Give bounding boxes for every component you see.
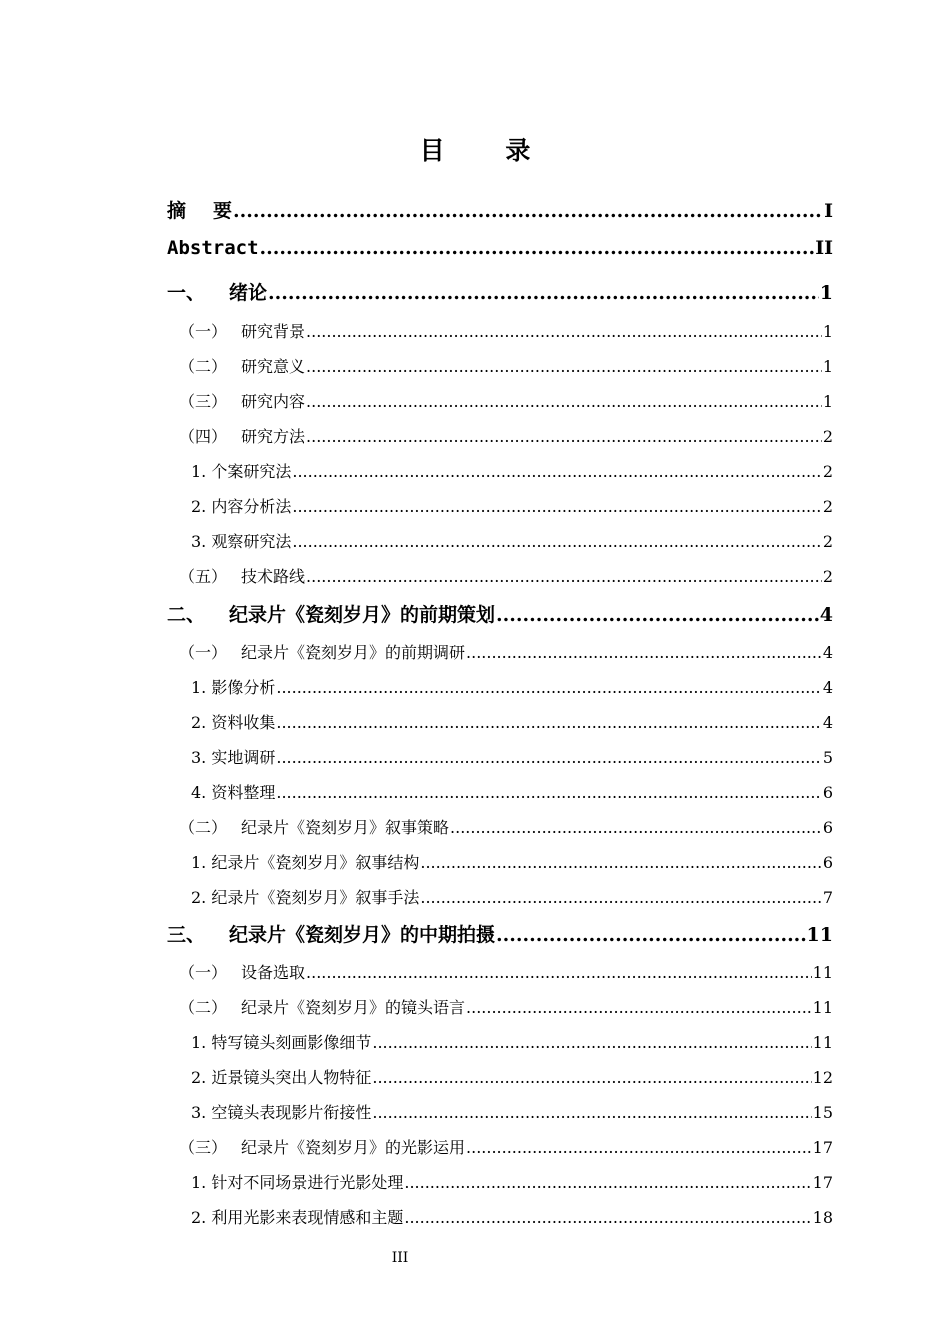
- toc-entry-text: 2. 资料收集: [191, 713, 276, 732]
- toc-entry-text: 纪录片《瓷刻岁月》叙事策略: [241, 818, 450, 837]
- toc-entry-text: 2. 近景镜头突出人物特征: [191, 1068, 372, 1087]
- dot-leader: [372, 1033, 811, 1052]
- toc-entry-number: （四）: [179, 427, 228, 446]
- dot-leader: [496, 924, 806, 946]
- toc-entry[interactable]: [167, 354, 833, 377]
- toc-entry-page: 4: [822, 678, 833, 697]
- toc-entry[interactable]: [167, 850, 833, 873]
- toc-entry-page: 6: [822, 783, 833, 802]
- toc-entry-text: 纪录片《瓷刻岁月》的光影运用: [241, 1138, 466, 1157]
- toc-entry-page: 2: [822, 462, 833, 481]
- toc-entry[interactable]: [167, 815, 833, 838]
- toc-entry-text: 1. 个案研究法: [191, 462, 292, 481]
- dot-leader: [372, 1068, 811, 1087]
- toc-entry[interactable]: [167, 745, 833, 768]
- dot-leader: [268, 282, 819, 304]
- dot-leader: [450, 818, 822, 837]
- toc-entry-page: 1: [822, 392, 833, 411]
- toc-entry-number: （一）: [179, 963, 228, 982]
- toc-entry[interactable]: [167, 389, 833, 412]
- dot-leader: [260, 237, 815, 259]
- toc-entry-text: 纪录片《瓷刻岁月》的前期调研: [241, 643, 466, 662]
- toc-entry-text: Abstract: [167, 237, 259, 259]
- toc-entry-page: 11: [806, 924, 833, 946]
- toc-entry[interactable]: [167, 1205, 833, 1228]
- toc-entry-number: 一、: [167, 282, 206, 304]
- dot-leader: [372, 1103, 811, 1122]
- toc-entry[interactable]: [167, 920, 833, 947]
- toc-entry[interactable]: [167, 640, 833, 663]
- toc-entry[interactable]: [167, 1170, 833, 1193]
- toc-entry-text: 1. 纪录片《瓷刻岁月》叙事结构: [191, 853, 420, 872]
- toc-entry-text: 设备选取: [241, 963, 306, 982]
- toc-entry-number: 三、: [167, 924, 206, 946]
- toc-entry[interactable]: [167, 564, 833, 587]
- toc-entry-text: 3. 空镜头表现影片衔接性: [191, 1103, 372, 1122]
- dot-leader: [276, 783, 821, 802]
- toc-entry-text: 4. 资料整理: [191, 783, 276, 802]
- toc-entry-text: 研究内容: [241, 392, 306, 411]
- dot-leader: [466, 1138, 812, 1157]
- dot-leader: [276, 678, 821, 697]
- toc-entry[interactable]: [167, 529, 833, 552]
- toc-entry[interactable]: [167, 710, 833, 733]
- toc-entry-number: 摘: [167, 200, 187, 222]
- dot-leader: [306, 357, 822, 376]
- toc-entry-number: （三）: [179, 392, 228, 411]
- toc-entry-number: （五）: [179, 567, 228, 586]
- toc-entry-page: 18: [812, 1208, 833, 1227]
- toc-entry-page: 4: [822, 643, 833, 662]
- toc-entry-page: 2: [822, 427, 833, 446]
- toc-entry-text: 2. 纪录片《瓷刻岁月》叙事手法: [191, 888, 420, 907]
- toc-entry-page: II: [815, 237, 833, 259]
- toc-entry-text: 纪录片《瓷刻岁月》的中期拍摄: [229, 924, 496, 946]
- toc-entry[interactable]: [167, 319, 833, 342]
- toc-entry-number: （二）: [179, 818, 228, 837]
- toc-entry-page: 17: [812, 1173, 833, 1192]
- dot-leader: [306, 322, 822, 341]
- dot-leader: [306, 567, 822, 586]
- toc-entry[interactable]: [167, 600, 833, 627]
- toc-entry[interactable]: [167, 1065, 833, 1088]
- toc-entry[interactable]: [167, 675, 833, 698]
- dot-leader: [404, 1173, 811, 1192]
- toc-entry-text: 纪录片《瓷刻岁月》的前期策划: [229, 604, 496, 626]
- toc-entry-text: 3. 实地调研: [191, 748, 276, 767]
- toc-entry-page: 6: [822, 818, 833, 837]
- toc-entry[interactable]: [167, 1135, 833, 1158]
- toc-entry-text: 3. 观察研究法: [191, 532, 292, 551]
- toc-entry[interactable]: [167, 459, 833, 482]
- toc-entry-text: 研究方法: [241, 427, 306, 446]
- toc-entry-number: （二）: [179, 357, 228, 376]
- toc-entry-page: 11: [812, 963, 833, 982]
- toc-entry-page: 12: [812, 1068, 833, 1087]
- toc-entry-page: 6: [822, 853, 833, 872]
- toc-entry-page: 1: [822, 322, 833, 341]
- toc-entry-text: 2. 利用光影来表现情感和主题: [191, 1208, 404, 1227]
- toc-entry[interactable]: [167, 237, 833, 259]
- toc-entry-page: I: [824, 200, 833, 222]
- dot-leader: [404, 1208, 811, 1227]
- dot-leader: [276, 748, 821, 767]
- toc-entry-text: 技术路线: [241, 567, 306, 586]
- toc-entry-text: 要: [213, 200, 233, 222]
- toc-entry[interactable]: [167, 1030, 833, 1053]
- toc-entry-page: 1: [822, 357, 833, 376]
- toc-entry-page: 15: [812, 1103, 833, 1122]
- toc-entry-number: （一）: [179, 643, 228, 662]
- toc-entry[interactable]: [167, 960, 833, 983]
- toc-entry-text: 1. 针对不同场景进行光影处理: [191, 1173, 404, 1192]
- dot-leader: [292, 462, 821, 481]
- toc-entry-number: （一）: [179, 322, 228, 341]
- dot-leader: [306, 963, 812, 982]
- toc-entry-page: 5: [822, 748, 833, 767]
- toc-entry[interactable]: [167, 424, 833, 447]
- dot-leader: [466, 998, 812, 1017]
- dot-leader: [420, 853, 821, 872]
- dot-leader: [306, 392, 822, 411]
- toc-entry[interactable]: [167, 885, 833, 908]
- toc-entry[interactable]: [167, 780, 833, 803]
- toc-entry[interactable]: [167, 494, 833, 517]
- dot-leader: [233, 200, 823, 222]
- toc-entry[interactable]: [167, 196, 833, 223]
- toc-entry-page: 1: [819, 282, 833, 304]
- toc-entry-page: 11: [812, 1033, 833, 1052]
- toc-entry[interactable]: [167, 995, 833, 1018]
- toc-title: 目 录: [419, 136, 557, 165]
- toc-entry-number: 二、: [167, 604, 206, 626]
- toc-entry[interactable]: [167, 278, 833, 305]
- toc-entry-text: 研究背景: [241, 322, 306, 341]
- toc-entry-page: 4: [819, 604, 833, 626]
- dot-leader: [420, 888, 821, 907]
- dot-leader: [496, 604, 819, 626]
- toc-entry-text: 纪录片《瓷刻岁月》的镜头语言: [241, 998, 466, 1017]
- toc-entry[interactable]: [167, 1100, 833, 1123]
- toc-entry-page: 2: [822, 567, 833, 586]
- dot-leader: [292, 532, 821, 551]
- toc-entry-text: 研究意义: [241, 357, 306, 376]
- toc-entry-number: （二）: [179, 998, 228, 1017]
- toc-entry-number: （三）: [179, 1138, 228, 1157]
- toc-entry-text: 2. 内容分析法: [191, 497, 292, 516]
- dot-leader: [306, 427, 822, 446]
- toc-entry-text: 1. 特写镜头刻画影像细节: [191, 1033, 372, 1052]
- toc-entry-page: 2: [822, 497, 833, 516]
- toc-entry-page: 11: [812, 998, 833, 1017]
- toc-entry-text: 绪论: [229, 282, 268, 304]
- dot-leader: [466, 643, 822, 662]
- page-number: III: [391, 1250, 409, 1266]
- dot-leader: [276, 713, 821, 732]
- toc-entry-page: 17: [812, 1138, 833, 1157]
- dot-leader: [292, 497, 821, 516]
- toc-entry-page: 7: [822, 888, 833, 907]
- toc-entry-page: 4: [822, 713, 833, 732]
- toc-entry-page: 2: [822, 532, 833, 551]
- toc-entry-text: 1. 影像分析: [191, 678, 276, 697]
